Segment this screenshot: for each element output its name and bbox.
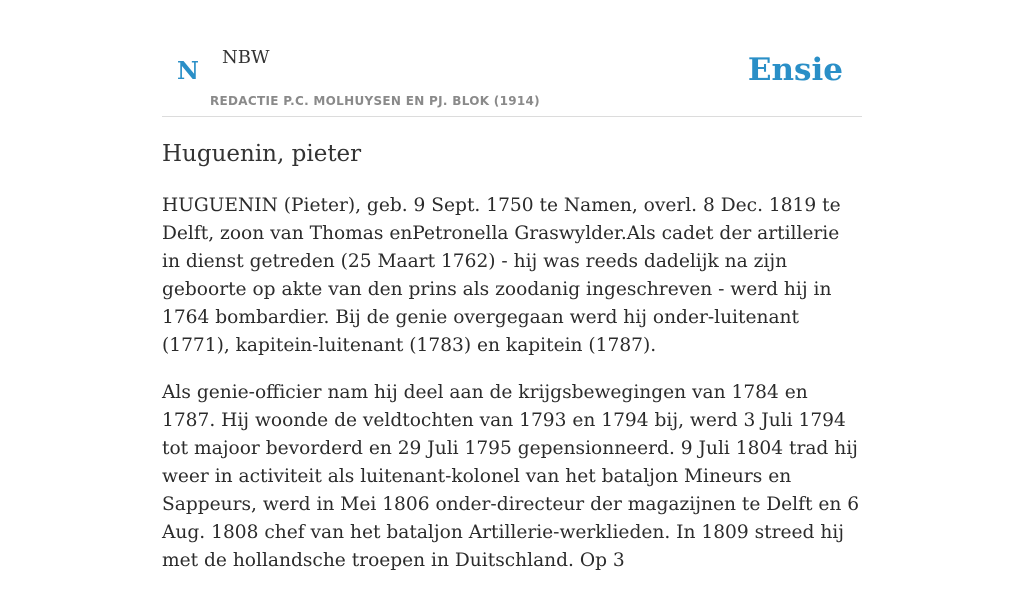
article-body [162,192,862,594]
ensie-logo-link[interactable]: Ensie [747,52,843,88]
site-header [162,0,862,117]
paragraph: Als genie-officier nam hij deel aan de krijgsbewegingen van 1784 en 1787. Hij woonde de veldtochten van 1793 en 1794 bij, werd 3 Juli 1794 tot majoor bevorderd en 29 Juli 1795 gepensionneerd. 9 Juli 1804 trad hij weer in activiteit als luitenant-kolonel van het bataljon Mineurs en Sappeurs, werd in Mei 1806 onder-directeur der magazijnen te Delft en 6 Aug. 1808 chef van het bataljon Artillerie-werklieden. In 1809 streed hij met de hollandsche troepen in Duitschland. Op 3 [162,382,860,571]
source-subtitle: REDACTIE P.C. MOLHUYSEN EN PJ. BLOK (1914) [210,94,540,108]
source-name[interactable]: NBW [222,47,270,68]
page-title: Huguenin, pieter [162,141,362,167]
paragraph: HUGUENIN (Pieter), geb. 9 Sept. 1750 te Namen, overl. 8 Dec. 1819 te Delft, zoon van Thomas enPetronella Graswylder.Als cadet der artillerie in dienst getreden (25 Maart 1762) - hij was reeds dadelijk na zijn geboorte op akte van den prins als zoodanig ingeschreven - werd hij in 1764 bombardier. Bij de genie overgegaan werd hij onder-luitenant (1771), kapitein-luitenant (1783) en kapitein (1787). [162,195,841,356]
nbw-logo-icon[interactable]: N [177,56,199,85]
